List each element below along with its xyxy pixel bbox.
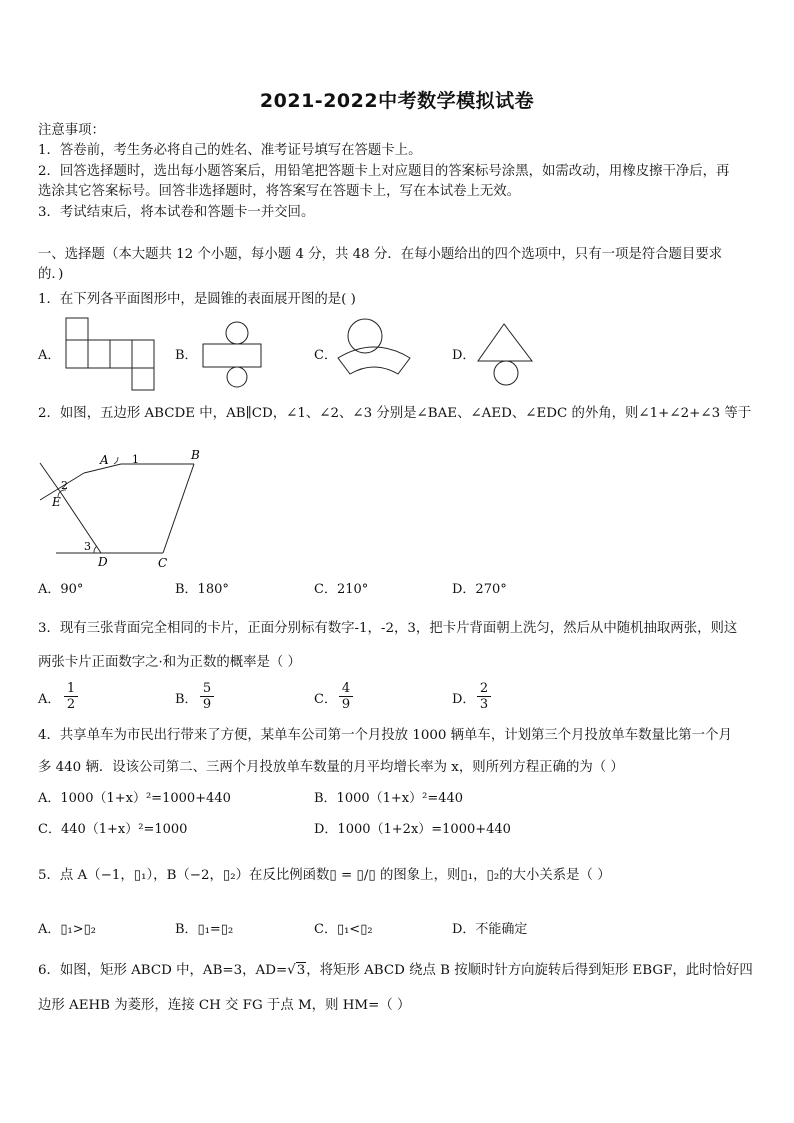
q4-option-c: C．440（1+x）²=1000 <box>38 822 188 837</box>
q4-option-d: D．1000（1+2x）=1000+440 <box>314 822 511 837</box>
q1-option-a-label: A． <box>38 348 61 363</box>
q3-option-c-label: C． <box>314 692 337 707</box>
q3-option-d-label: D． <box>452 692 476 707</box>
q2-label-c: C <box>158 556 168 570</box>
q1b-bottom-circle <box>227 367 247 387</box>
q3-option-d-fraction <box>477 681 491 712</box>
q2-option-c: C．210° <box>314 582 369 597</box>
q2-extension-de <box>40 463 61 493</box>
q6-sqrt-sign: √ <box>287 963 296 978</box>
q5-option-b: B．▯₁=▯₂ <box>175 922 234 937</box>
q3d-denominator: 3 <box>479 697 489 712</box>
q5-stem: 5．点 A（−1，▯₁），B（−2，▯₂）在反比例函数▯ = ▯/▯ 的图象上，则▯₁，▯₂的大小关系是（ ） <box>38 868 611 883</box>
q3a-denominator: 2 <box>66 697 76 712</box>
notice-heading: 注意事项： <box>38 123 105 138</box>
q1-option-c-label: C． <box>314 348 337 363</box>
page-title: 2021-2022中考数学模拟试卷 <box>259 90 535 112</box>
q3-option-a-label: A． <box>38 692 61 707</box>
notice-item-1: 1．答卷前，考生务必将自己的姓名、准考证号填写在答题卡上。 <box>38 143 422 158</box>
section-heading: 一、选择题（本大题共 12 个小题，每小题 4 分，共 48 分．在每小题给出的四个选项中，只有一项是符合题目要求 <box>38 247 723 262</box>
q3-option-a-fraction <box>64 681 78 712</box>
section-heading-cont: 的．) <box>38 267 64 282</box>
q2-figure-pentagon <box>36 443 216 573</box>
q4-option-b: B．1000（1+x）²=440 <box>314 791 464 806</box>
q3c-denominator: 9 <box>341 697 351 712</box>
q1a-face-2 <box>88 340 110 368</box>
q6-stem-part-2: ，将矩形 ABCD 绕点 B 按顺时针方向旋转后得到矩形 EBGF，此时恰好四 <box>306 963 753 978</box>
q3b-denominator: 9 <box>202 697 212 712</box>
q1a-face-1 <box>66 340 88 368</box>
q2-label-3: 3 <box>84 540 91 553</box>
q4-stem-line-2: 多 440 辆．设该公司第二、三两个月投放单车数量的月平均增长率为 x，则所列方程正确的为（ ） <box>38 760 624 775</box>
q2-label-b: B <box>191 448 200 462</box>
q2-label-a: A <box>100 453 109 467</box>
q1a-top-square <box>66 318 88 340</box>
q1a-face-3 <box>110 340 132 368</box>
q2-label-2: 2 <box>61 479 68 492</box>
q3-stem-line-2: 两张卡片正面数字之·和为正数的概率是（ ） <box>38 655 301 670</box>
q2-label-d: D <box>98 555 108 569</box>
q6-stem-part-1: 6．如图，矩形 ABCD 中，AB=3，AD= <box>38 963 288 978</box>
q2-option-b: B．180° <box>175 582 229 597</box>
q3d-numerator: 2 <box>477 681 491 697</box>
q4-option-a: A．1000（1+x）²=1000+440 <box>38 791 231 806</box>
q2-option-a: A．90° <box>38 582 84 597</box>
q3b-numerator: 5 <box>200 681 214 697</box>
q1b-rectangle <box>203 344 261 367</box>
q1-figure-b <box>198 320 264 390</box>
q2-label-1: 1 <box>132 453 139 466</box>
q1b-top-circle <box>226 322 248 344</box>
q2-side-bc <box>163 464 194 553</box>
notice-item-3: 3．考试结束后，将本试卷和答题卡一并交回。 <box>38 205 315 220</box>
q6-sqrt-value: 3 <box>296 963 306 978</box>
q1c-sector <box>338 347 410 374</box>
q5-option-c: C．▯₁<▯₂ <box>314 922 373 937</box>
q3-option-b-label: B． <box>175 692 198 707</box>
q1-figure-a <box>62 316 158 396</box>
q1-figure-d <box>474 318 538 388</box>
q2-stem: 2．如图，五边形 ABCDE 中，AB∥CD，∠1、∠2、∠3 分别是∠BAE、∠AED、∠EDC 的外角，则∠1+∠2+∠3 等于 <box>38 406 752 421</box>
q3a-numerator: 1 <box>64 681 78 697</box>
q1a-bottom-square <box>132 368 154 390</box>
q2-side-de <box>61 493 101 553</box>
q1d-triangle <box>478 324 532 361</box>
q1a-face-4 <box>132 340 154 368</box>
q3c-numerator: 4 <box>339 681 353 697</box>
q1-figure-c <box>334 318 414 378</box>
q1-option-d-label: D． <box>452 348 476 363</box>
q2-option-d: D．270° <box>452 582 507 597</box>
q4-stem-line-1: 4．共享单车为市民出行带来了方便，某单车公司第一个月投放 1000 辆单车，计划第三个月投放单车数量比第一个月 <box>38 728 732 743</box>
q5-option-a: A．▯₁>▯₂ <box>38 922 97 937</box>
q6-stem-line-1 <box>38 962 753 980</box>
q5-option-d: D．不能确定 <box>452 922 528 937</box>
notice-item-2-cont: 选涂其它答案标号。回答非选择题时，将答案写在答题卡上，写在本试卷上无效。 <box>38 184 521 199</box>
q3-option-c-fraction <box>339 681 353 712</box>
q3-option-b-fraction <box>200 681 214 712</box>
q1-stem: 1．在下列各平面图形中，是圆锥的表面展开图的是( ) <box>38 292 356 307</box>
q2-label-e: E <box>52 495 61 509</box>
q1d-circle <box>494 361 518 385</box>
notice-item-2: 2．回答选择题时，选出每小题答案后，用铅笔把答题卡上对应题目的答案标号涂黑，如需改动，用橡皮擦干净后，再 <box>38 164 730 179</box>
q3-stem-line-1: 3．现有三张背面完全相同的卡片，正面分别标有数字-1，-2，3，把卡片背面朝上洗匀，然后从中随机抽取两张，则这 <box>38 621 738 636</box>
q1-option-b-label: B． <box>175 348 198 363</box>
q6-stem-line-2: 边形 AEHB 为菱形，连接 CH 交 FG 于点 M，则 HM=（ ） <box>38 998 411 1013</box>
